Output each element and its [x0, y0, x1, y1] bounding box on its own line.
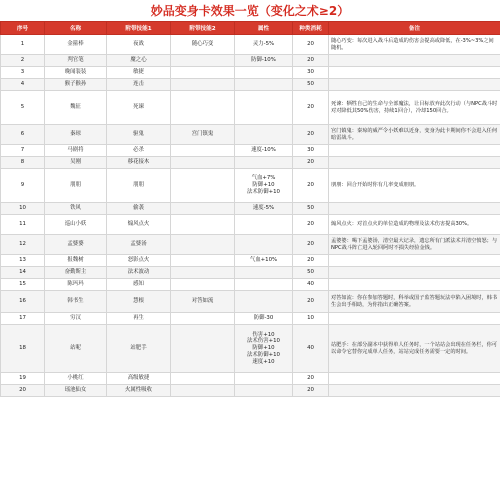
cell-note	[329, 255, 500, 267]
cell-name: 穷汉	[45, 313, 107, 325]
cell-note	[329, 157, 500, 169]
cell-cost: 20	[293, 125, 329, 145]
cell-cost: 20	[293, 91, 329, 125]
cell-skill1: 移花接木	[107, 157, 171, 169]
cell-skill1: 驱鬼	[107, 125, 171, 145]
cell-attr	[235, 145, 293, 157]
attr-line: 速度+10	[252, 358, 275, 365]
cell-attr	[235, 157, 293, 169]
attr-line: 气血+10%	[249, 257, 278, 264]
cell-skill1: 连击	[107, 79, 171, 91]
cell-cost: 20	[293, 255, 329, 267]
cell-note: 对答如流：你在参加答题时，科举或国子监答题玩法中陷入困境时，韩书生会出手相助，为你指出正确答案。	[329, 291, 500, 313]
column-header-attr: 属性	[235, 22, 293, 35]
table-row	[1, 125, 500, 145]
cell-skill1: 慧根	[107, 291, 171, 313]
cell-attr	[235, 203, 293, 215]
cell-no: 5	[1, 91, 45, 125]
cell-no: 6	[1, 125, 45, 145]
cell-cost: 20	[293, 157, 329, 169]
cell-skill1: 再生	[107, 313, 171, 325]
cell-attr	[235, 255, 293, 267]
cell-name: 朋朋	[45, 169, 107, 203]
cell-skill1: 偷袭	[107, 203, 171, 215]
cell-note: 随心巧变：每次进入战斗后造成的伤害会提高或降低，在-3%~3%之间随机。	[329, 35, 500, 55]
cell-attr	[235, 325, 293, 373]
cell-skill2	[171, 279, 235, 291]
cell-skill1: 法术波动	[107, 267, 171, 279]
cell-skill1: 感知	[107, 279, 171, 291]
cell-name: 马剧将	[45, 145, 107, 157]
cell-name: 韩书生	[45, 291, 107, 313]
cell-skill2	[171, 373, 235, 385]
attr-line: 防御-10%	[251, 57, 276, 64]
table-row	[1, 235, 500, 255]
cell-no: 14	[1, 267, 45, 279]
cell-no: 9	[1, 169, 45, 203]
cell-note	[329, 385, 500, 397]
cell-attr	[235, 313, 293, 325]
cell-name: 秦琼	[45, 125, 107, 145]
cell-name: 站呢	[45, 325, 107, 373]
cell-name: 巡山小妖	[45, 215, 107, 235]
cell-skill1: 高级敏捷	[107, 373, 171, 385]
cell-note	[329, 313, 500, 325]
column-header-cost: 种类消耗	[293, 22, 329, 35]
column-header-skill1: 附带技能1	[107, 22, 171, 35]
cell-attr	[235, 373, 293, 385]
cell-name: 金箍棒	[45, 35, 107, 55]
cell-attr	[235, 79, 293, 91]
table-row	[1, 267, 500, 279]
column-header-name: 名称	[45, 22, 107, 35]
table-row	[1, 145, 500, 157]
cell-no: 4	[1, 79, 45, 91]
attr-line: 法术伤害+10	[247, 338, 280, 345]
cell-cost: 10	[293, 313, 329, 325]
cell-note	[329, 203, 500, 215]
effects-table	[0, 21, 500, 397]
cell-skill1: 煽风点火	[107, 215, 171, 235]
cell-no: 13	[1, 255, 45, 267]
cell-no: 17	[1, 313, 45, 325]
cell-skill2	[171, 145, 235, 157]
cell-no: 18	[1, 325, 45, 373]
cell-skill2	[171, 385, 235, 397]
cell-name: 瑶池仙女	[45, 385, 107, 397]
attr-line: 防御-30	[253, 315, 274, 322]
table-row	[1, 35, 500, 55]
cell-cost: 20	[293, 215, 329, 235]
table-row	[1, 67, 500, 79]
column-header-no: 序号	[1, 22, 45, 35]
cell-attr	[235, 291, 293, 313]
table-row	[1, 215, 500, 235]
cell-skill2	[171, 235, 235, 255]
attr-line: 法术防御+10	[247, 188, 280, 195]
cell-note	[329, 67, 500, 79]
cell-no: 7	[1, 145, 45, 157]
page-title: 妙品变身卡效果一览（变化之术≥2）	[0, 0, 500, 22]
cell-no: 2	[1, 55, 45, 67]
table-row	[1, 313, 500, 325]
cell-cost: 20	[293, 169, 329, 203]
table-row	[1, 325, 500, 373]
cell-attr	[235, 55, 293, 67]
cell-skill2	[171, 79, 235, 91]
attr-line: 速度-10%	[251, 147, 276, 154]
cell-cost: 20	[293, 291, 329, 313]
cell-attr	[235, 279, 293, 291]
table-row	[1, 79, 500, 91]
cell-name: 报魏树	[45, 255, 107, 267]
cell-no: 12	[1, 235, 45, 255]
cell-skill2	[171, 157, 235, 169]
cell-note: 站肥手：在部分副本中获得单人任务时，一个站站会出现在任务栏，你可以命令它替你完成单人任务，站站完成任务需要一定的时间。	[329, 325, 500, 373]
cell-note	[329, 55, 500, 67]
cell-cost: 40	[293, 325, 329, 373]
cell-note: 死谏：牺牲自己的生命与全部魔法，让目标放弃此次行动（与NPC战斗时对对降低其50%伤害，持续1回合），冷却150回合。	[329, 91, 500, 125]
cell-attr	[235, 267, 293, 279]
cell-no: 3	[1, 67, 45, 79]
cell-note	[329, 145, 500, 157]
attr-line: 伤害+10	[252, 331, 275, 338]
cell-note	[329, 373, 500, 385]
cell-name: 吴刚	[45, 157, 107, 169]
cell-cost: 40	[293, 279, 329, 291]
attr-line: 法术防御+10	[247, 351, 280, 358]
cell-cost: 50	[293, 267, 329, 279]
cell-skill2	[171, 203, 235, 215]
cell-skill1: 朋朋	[107, 169, 171, 203]
cell-attr	[235, 169, 293, 203]
attr-line: 防御+10	[252, 182, 275, 189]
attr-line: 速度-5%	[252, 205, 275, 212]
table-row	[1, 169, 500, 203]
cell-note: 朋朋：回合开始时你有几率变成朋朋。	[329, 169, 500, 203]
cell-skill1: 敏捷	[107, 67, 171, 79]
cell-note: 宫门镇鬼：秦琼的威严令小妖难以近身，变身为此卡期间你不会进入任何暗雷战斗。	[329, 125, 500, 145]
attr-line: 气血+7%	[251, 175, 276, 182]
cell-skill2	[171, 169, 235, 203]
cell-no: 20	[1, 385, 45, 397]
cell-name: 猴子猴孙	[45, 79, 107, 91]
cell-skill2	[171, 55, 235, 67]
cell-name: 判官笔	[45, 55, 107, 67]
cell-skill2	[171, 267, 235, 279]
cell-name: 魏征	[45, 91, 107, 125]
column-header-skill2: 附带技能2	[171, 22, 235, 35]
table-row	[1, 255, 500, 267]
cell-name: 小桃红	[45, 373, 107, 385]
cell-cost: 20	[293, 235, 329, 255]
table-row	[1, 279, 500, 291]
cell-attr	[235, 215, 293, 235]
cell-skill2	[171, 67, 235, 79]
cell-skill2: 对答如流	[171, 291, 235, 313]
cell-attr	[235, 385, 293, 397]
cell-attr	[235, 67, 293, 79]
cell-name: 铁风	[45, 203, 107, 215]
cell-name: 奋勤斯主	[45, 267, 107, 279]
cell-skill1: 死谏	[107, 91, 171, 125]
attr-line: 防御+10	[252, 345, 275, 352]
cell-skill2	[171, 325, 235, 373]
cell-skill1: 站肥手	[107, 325, 171, 373]
cell-no: 1	[1, 35, 45, 55]
table-row	[1, 385, 500, 397]
cell-no: 15	[1, 279, 45, 291]
cell-name: 陈玛玛	[45, 279, 107, 291]
attr-line: 灵力-5%	[252, 41, 275, 48]
cell-note: 孟婆婆：喝下孟婆汤，清空最大记录，遗忘所有门派法术并清空愤怒；与NPC战斗阵亡进入轮回阿时不损失经验金钱。	[329, 235, 500, 255]
cell-attr	[235, 35, 293, 55]
cell-cost: 20	[293, 55, 329, 67]
cell-skill2: 随心巧变	[171, 35, 235, 55]
cell-attr	[235, 91, 293, 125]
cell-no: 11	[1, 215, 45, 235]
cell-skill2: 宫门镇鬼	[171, 125, 235, 145]
cell-no: 10	[1, 203, 45, 215]
cell-no: 16	[1, 291, 45, 313]
table-row	[1, 203, 500, 215]
cell-skill1: 魔之心	[107, 55, 171, 67]
cell-cost: 50	[293, 79, 329, 91]
cell-note	[329, 267, 500, 279]
cell-name: 晚闻装装	[45, 67, 107, 79]
cell-skill1: 必杀	[107, 145, 171, 157]
cell-note	[329, 279, 500, 291]
cell-skill1: 夜战	[107, 35, 171, 55]
cell-attr	[235, 125, 293, 145]
cell-cost: 20	[293, 35, 329, 55]
cell-attr	[235, 235, 293, 255]
cell-cost: 50	[293, 203, 329, 215]
cell-skill2	[171, 255, 235, 267]
table-header-row	[1, 22, 500, 35]
cell-note: 煽风点火：对首点火的单位造成的物理及法术伤害提高30%。	[329, 215, 500, 235]
cell-cost: 30	[293, 67, 329, 79]
cell-cost: 30	[293, 145, 329, 157]
cell-skill2	[171, 91, 235, 125]
column-header-note: 备注	[329, 22, 500, 35]
cell-cost: 20	[293, 385, 329, 397]
table-row	[1, 55, 500, 67]
table-row	[1, 291, 500, 313]
cell-name: 孟婆婆	[45, 235, 107, 255]
cell-cost: 20	[293, 373, 329, 385]
cell-skill1: 孟婆汤	[107, 235, 171, 255]
cell-skill2	[171, 215, 235, 235]
cell-skill1: 怒影点火	[107, 255, 171, 267]
table-row	[1, 91, 500, 125]
cell-skill2	[171, 313, 235, 325]
table-row	[1, 157, 500, 169]
cell-no: 19	[1, 373, 45, 385]
cell-no: 8	[1, 157, 45, 169]
cell-skill1: 火属性吸收	[107, 385, 171, 397]
cell-note	[329, 79, 500, 91]
table-row	[1, 373, 500, 385]
